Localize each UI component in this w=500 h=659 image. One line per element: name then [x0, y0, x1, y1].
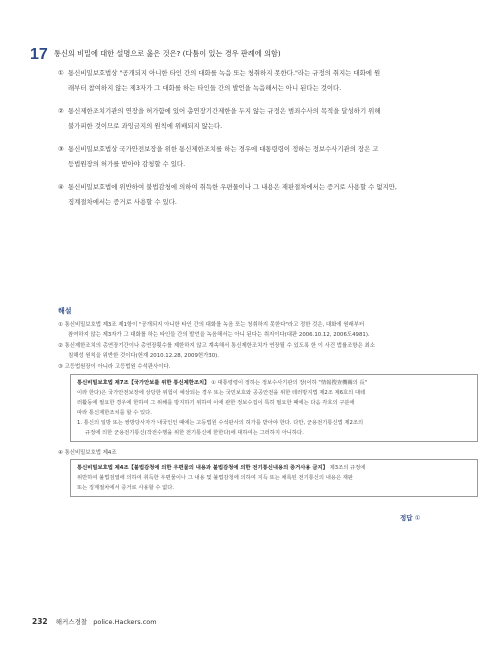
law-box-article-4-line: 제3조의 규정에: [329, 465, 366, 471]
explanation-item-4: [58, 448, 478, 458]
explanation-item-2-line2: 침해성 원칙을 위반한 것이다(헌재 2010.12.28, 2009헌가30).: [68, 353, 219, 359]
answer-label: 정답: [400, 514, 413, 522]
option-1-line2: 래부터 참여하지 않는 제3자가 그 대화를 하는 타인들 간의 발언을 녹음해서는 아니 된다는 것이다.: [68, 83, 342, 92]
law-box-article-7-line: 이라 한다)은 국가안전보장에 상당한 위험이 예상되는 경우 또는 국민보호와 공공안전을 위한 테러방지법 제2조 제6호의 대테: [77, 390, 366, 396]
law-box-article-4: [70, 459, 478, 497]
law-box-article-7-line: 따라 통신제한조치를 할 수 있다.: [77, 410, 152, 416]
explanation-item-2: [58, 341, 478, 361]
explanation-item-2-number: ②: [58, 343, 63, 349]
option-2: [58, 104, 473, 133]
option-4-number: ④: [58, 183, 64, 191]
answer-value: ①: [414, 514, 421, 522]
explanation-title: 해설: [58, 307, 72, 315]
explanation-item-1-line2: 참여하지 않는 제3자가 그 대화를 하는 타인들 간의 발언을 녹음해서는 아니 된다는 취지이다(대판 2006.10.12, 2006도4981).: [68, 332, 370, 338]
page-number: 232: [32, 617, 48, 626]
option-2-line1: 통신제한조치기관의 연장을 허가함에 있어 총연장기간제한을 두지 않는 규정은 범죄수사의 목적을 달성하기 위해: [68, 107, 381, 115]
option-4-line1: 통신비밀보호법에 위반하여 불법감청에 의하여 취득한 우편물이나 그 내용은 재판절차에서는 증거로 사용할 수 없지만,: [68, 183, 397, 191]
footer-url: police.Hackers.com: [93, 618, 157, 626]
option-3-number: ③: [58, 145, 64, 153]
option-1: [58, 66, 473, 95]
option-3-line1: 통신비밀보호법상 국가안전보장을 위한 통신제한조치를 하는 경우에 대통령령이 정하는 정보수사기관의 장은 고: [68, 145, 379, 153]
law-box-article-7: [70, 374, 478, 442]
page-footer: [32, 617, 157, 626]
law-box-article-4-heading: 통신비밀보호법 제4조【불법감청에 의한 우편물의 내용과 불법감청에 의한 전기통신내용의 증거사용 금지】: [77, 465, 328, 471]
explanation-item-3-number: ③: [58, 364, 63, 370]
explanation-item-1: [58, 320, 478, 340]
law-box-article-4-line: 위반하여 불법검열에 의하여 취득한 우편물이나 그 내용 및 불법감청에 의하여 지득 또는 채록된 전기통신의 내용은 재판: [77, 475, 353, 481]
explanation-item-3: [58, 362, 478, 372]
footer-brand: 해커스경찰: [55, 618, 88, 626]
law-box-article-7-line: 1. 통신의 일방 또는 쌍방당사자가 내국인인 때에는 고등법원 수석판사의 허가를 받아야 한다. 다만, 군용전기통신법 제2조의: [77, 420, 364, 426]
option-4: [58, 180, 473, 209]
law-box-article-7-line: 러활동에 필요한 경우에 한하여 그 위해를 방지하기 위하여 이에 관한 정보수집이 특히 필요한 때에는 다음 각호의 구분에: [77, 400, 355, 406]
law-box-article-7-heading: 통신비밀보호법 제7조【국가안보를 위한 통신제한조치】: [77, 380, 210, 386]
question-number: 17: [30, 46, 48, 63]
explanation-item-1-line1: 통신비밀보호법 제3조 제1항이 "공개되지 아니한 타인 간의 대화를 녹음 또는 청취하지 못한다"라고 정한 것은, 대화에 원래부터: [64, 322, 365, 328]
option-1-line1: 통신비밀보호법상 "공개되지 아니한 타인 간의 대화를 녹음 또는 청취하지 못한다."라는 규정의 취지는 대화에 원: [68, 69, 381, 77]
explanation-item-3-line1: 고등법원장이 아니라 고등법원 수석판사이다.: [64, 364, 171, 370]
option-1-number: ①: [58, 69, 64, 77]
question-text: 통신의 비밀에 대한 설명으로 옳은 것은? (다툼이 있는 경우 판례에 의함): [54, 49, 281, 58]
explanation-item-4-line1: 통신비밀보호법 제4조: [64, 450, 117, 456]
law-box-article-7-line: 규정에 의한 군용전기통신(작전수행을 위한 전기통신에 한한다)에 대하여는 그러하지 아니하다.: [85, 430, 304, 436]
answer: [400, 513, 420, 522]
option-3: [58, 142, 473, 171]
explanation-item-1-number: ①: [58, 322, 63, 328]
law-box-article-4-line: 또는 징계절차에서 증거로 사용할 수 없다.: [77, 485, 175, 491]
explanation-item-4-number: ④: [58, 450, 63, 456]
option-2-number: ②: [58, 107, 64, 115]
explanation-item-2-line1: 통신제한조치의 총연장기간이나 총연장횟수를 제한하지 않고 계속해서 통신제한조치가 연장될 수 있도록 한 이 사건 법률조항은 최소: [64, 343, 375, 349]
option-3-line2: 등법원장의 허가를 받아야 감청할 수 있다.: [68, 159, 186, 168]
option-4-line2: 징계절차에서는 증거로 사용할 수 있다.: [68, 197, 177, 206]
option-2-line2: 불가피한 것이므로 과잉금지의 원칙에 위배되지 않는다.: [68, 121, 223, 130]
law-box-article-7-line: ① 대통령령이 정하는 정보수사기관의 장(이하 "情報搜查機關의 長": [211, 380, 368, 386]
